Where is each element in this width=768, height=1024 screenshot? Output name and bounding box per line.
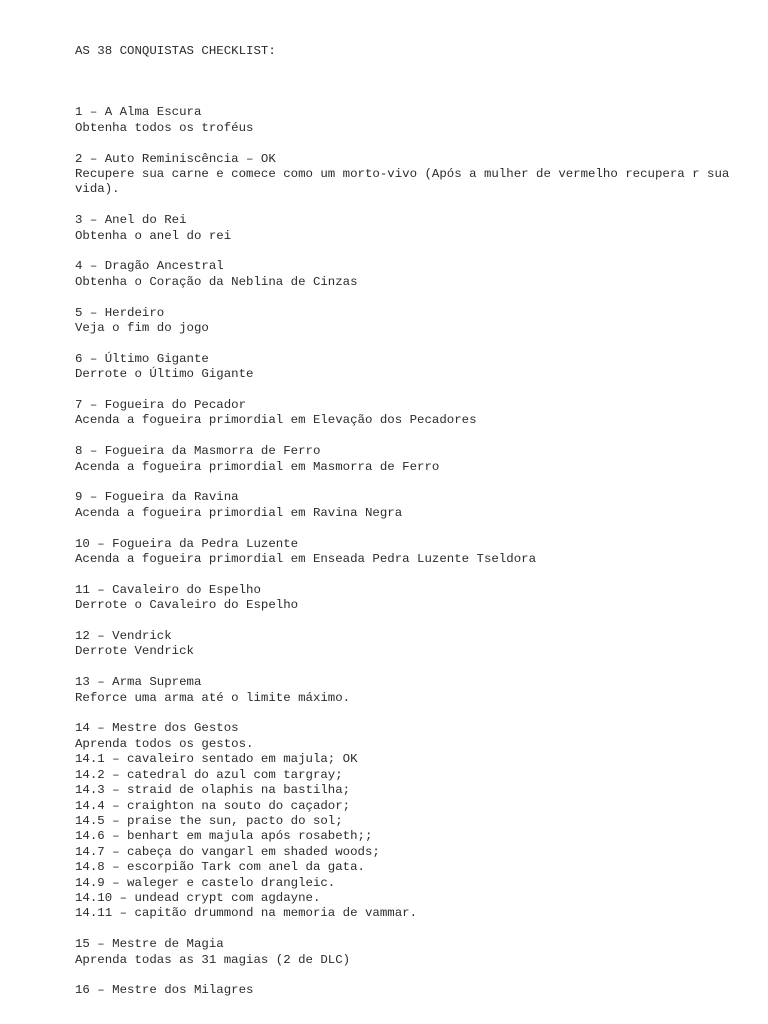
achievement-entry (75, 937, 735, 968)
entry-spacer (75, 198, 735, 213)
achievement-entry (75, 259, 735, 290)
entry-spacer (75, 136, 735, 151)
achievement-heading: 10 – Fogueira da Pedra Luzente (75, 536, 299, 551)
achievement-heading: 11 – Cavaleiro do Espelho (75, 582, 261, 597)
entry-spacer (75, 614, 735, 629)
achievement-entry (75, 306, 735, 337)
entry-spacer (75, 244, 735, 259)
achievement-heading: 2 – Auto Reminiscência – OK (75, 151, 276, 166)
document-title: AS 38 CONQUISTAS CHECKLIST: (75, 43, 276, 58)
entry-spacer (75, 429, 735, 444)
achievement-detail: 14.11 – capitão drummond na memoria de vammar. (75, 906, 418, 921)
achievement-detail: Derrote o Cavaleiro do Espelho (75, 598, 299, 613)
achievement-detail: Recupere sua carne e comece como um morto-vivo (Após a mulher de vermelho recupera r sua vida). (75, 167, 737, 197)
entry-spacer (75, 521, 735, 536)
achievement-detail: Acenda a fogueira primordial em Ravina Negra (75, 505, 403, 520)
entry-spacer (75, 336, 735, 351)
achievement-heading: 9 – Fogueira da Ravina (75, 490, 239, 505)
entry-spacer (75, 706, 735, 721)
document-page (75, 13, 735, 1014)
achievement-detail: 14.2 – catedral do azul com targray; (75, 767, 343, 782)
achievement-detail: Obtenha o anel do rei (75, 228, 232, 243)
entry-spacer (75, 660, 735, 675)
entry-spacer (75, 90, 735, 105)
achievement-detail: Obtenha o Coração da Neblina de Cinzas (75, 274, 358, 289)
achievement-entry (75, 152, 735, 198)
entry-spacer (75, 290, 735, 305)
achievement-heading: 12 – Vendrick (75, 629, 172, 644)
achievement-detail: 14.1 – cavaleiro sentado em majula; OK (75, 752, 358, 767)
achievement-detail: Reforce uma arma até o limite máximo. (75, 690, 351, 705)
achievement-heading: 1 – A Alma Escura (75, 105, 202, 120)
achievement-entry (75, 583, 735, 614)
achievement-heading: 7 – Fogueira do Pecador (75, 398, 247, 413)
achievement-detail: Acenda a fogueira primordial em Masmorra de Ferro (75, 459, 440, 474)
achievement-detail: 14.3 – straid de olaphis na bastilha; (75, 783, 351, 798)
achievement-entry (75, 675, 735, 706)
achievement-entry (75, 983, 735, 998)
achievement-detail: 14.4 – craighton na souto do caçador; (75, 798, 351, 813)
achievement-detail: 14.7 – cabeça do vangarl em shaded woods; (75, 844, 380, 859)
achievement-heading: 5 – Herdeiro (75, 305, 165, 320)
achievement-entry (75, 490, 735, 521)
achievement-detail: 14.9 – waleger e castelo drangleic. (75, 875, 336, 890)
achievement-entry (75, 629, 735, 660)
achievement-detail: Acenda a fogueira primordial em Enseada Pedra Luzente Tseldora (75, 552, 537, 567)
achievement-detail: Obtenha todos os troféus (75, 120, 254, 135)
entry-spacer (75, 475, 735, 490)
achievement-detail: Derrote Vendrick (75, 644, 194, 659)
achievement-detail: 14.10 – undead crypt com agdayne. (75, 890, 321, 905)
achievement-heading: 14 – Mestre dos Gestos (75, 721, 239, 736)
entry-spacer (75, 922, 735, 937)
achievement-heading: 13 – Arma Suprema (75, 675, 202, 690)
achievement-entry (75, 105, 735, 136)
achievement-detail: Veja o fim do jogo (75, 321, 209, 336)
achievement-detail: Aprenda todas as 31 magias (2 de DLC) (75, 952, 351, 967)
achievement-entry (75, 213, 735, 244)
achievement-detail: Derrote o Último Gigante (75, 367, 254, 382)
entry-spacer (75, 567, 735, 582)
achievement-entry (75, 721, 735, 921)
achievement-heading: 6 – Último Gigante (75, 351, 209, 366)
achievement-detail: 14.8 – escorpião Tark com anel da gata. (75, 860, 365, 875)
achievement-detail: Acenda a fogueira primordial em Elevação dos Pecadores (75, 413, 477, 428)
entry-spacer (75, 383, 735, 398)
achievement-entry (75, 352, 735, 383)
achievement-entry (75, 398, 735, 429)
entry-spacer (75, 968, 735, 983)
achievement-entry (75, 444, 735, 475)
achievement-detail: 14.5 – praise the sun, pacto do sol; (75, 813, 343, 828)
achievement-heading: 15 – Mestre de Magia (75, 937, 224, 952)
achievement-heading: 4 – Dragão Ancestral (75, 259, 224, 274)
achievement-heading: 8 – Fogueira da Masmorra de Ferro (75, 444, 321, 459)
achievement-list (75, 90, 735, 999)
achievement-heading: 3 – Anel do Rei (75, 213, 187, 228)
achievement-heading: 16 – Mestre dos Milagres (75, 983, 254, 998)
achievement-entry (75, 537, 735, 568)
achievement-detail: Aprenda todos os gestos. (75, 736, 254, 751)
achievement-detail: 14.6 – benhart em majula após rosabeth;; (75, 829, 373, 844)
